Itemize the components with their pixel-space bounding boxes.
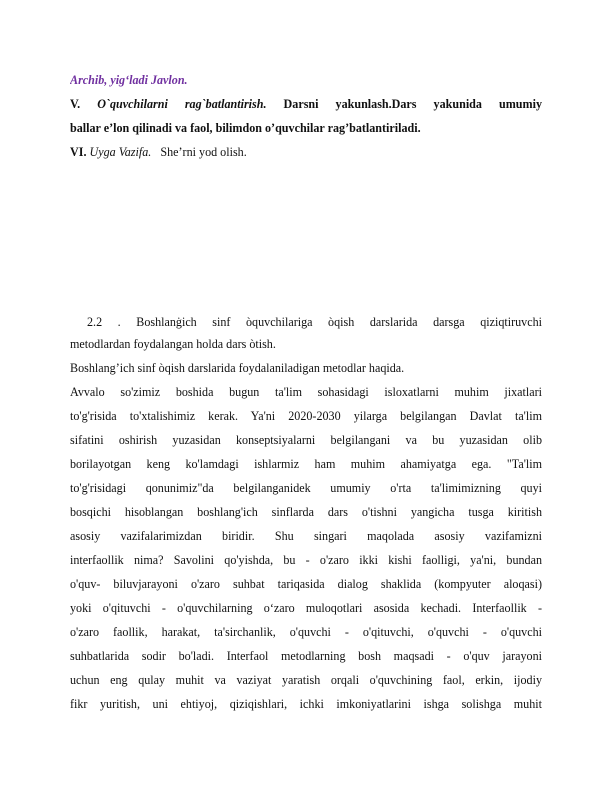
section-vi-line bbox=[70, 144, 542, 160]
author-line: Archib, yig‘ladi Javlon. bbox=[70, 73, 188, 87]
section-heading-line2: metodlardan foydalangan holda dars òtish. bbox=[70, 337, 276, 351]
paragraph-line: interfaollik nima? Savolini qo'yishda, bu - o'zaro ikki kishi faolligi, ya'ni, bundan bbox=[70, 553, 542, 567]
section-v-text: Darsni yakunlash.Dars yakunida umumiy bbox=[283, 97, 542, 111]
section-v-number: V. bbox=[70, 97, 81, 111]
paragraph-line: suhbatlarida sodir bo'ladi. Interfaol metodlarning bosh maqsadi - o'quv jarayoni bbox=[70, 649, 542, 663]
paragraph-line: to'g'risidagi qonunimiz"da belgilanganidek umumiy o'rta ta'limimizning quyi bbox=[70, 481, 542, 495]
section-vi-text: She’rni yod olish. bbox=[160, 145, 247, 159]
paragraph-line: asosiy vazifalarimizdan biridir. Shu singari maqolada asosiy vazifamizni bbox=[70, 529, 542, 543]
paragraph-line: borilayotgan keng ko'lamdagi ishlarmiz ham muhim ahamiyatga ega. "Ta'lim bbox=[70, 457, 542, 471]
paragraph-line: Avvalo so'zimiz boshida bugun ta'lim sohasidagi isloxatlarni muhim jixatlari bbox=[70, 385, 542, 399]
paragraph-line: o'zaro faollik, harakat, ta'sirchanlik, o'quvchi - o'qituvchi, o'quvchi - o'quvchi bbox=[70, 625, 542, 639]
paragraph-line: uchun eng qulay muhit va vaziyat yaratish orqali o'quvchining faol, erkin, ijodiy bbox=[70, 673, 542, 687]
section-v-title: O`quvchilarni rag`batlantirish. bbox=[97, 97, 267, 111]
section-vi-title: Uyga Vazifa. bbox=[89, 145, 152, 159]
paragraph-line: bosqichi hisoblangan boshlang'ich sinflarda dars o'tishni yangicha tusga kiritish bbox=[70, 505, 542, 519]
section-vi-number: VI. bbox=[70, 145, 87, 159]
paragraph-line: fikr yuritish, uni ehtiyoj, qiziqishlari, ichki imkoniyatlarini ishga solishga muhit bbox=[70, 697, 542, 711]
paragraph-line: to'g'risida to'xtalishimiz kerak. Ya'ni 2020-2030 yilarga belgilangan Davlat ta'lim bbox=[70, 409, 542, 423]
paragraph-line: yoki o'qituvchi - o'quvchilarning o‘zaro muloqotlari asosida kechadi. Interfaollik - bbox=[70, 601, 542, 615]
section-v-line2: ballar e’lon qilinadi va faol, bilimdon o’quvchilar rag’batlantiriladi. bbox=[70, 121, 421, 135]
subheading: Boshlang’ich sinf òqish darslarida foydalaniladigan metodlar haqida. bbox=[70, 361, 405, 375]
paragraph-line: sifatini oshirish yuzasidan konseptsiyalarni belgilangani va bu yuzasidan olib bbox=[70, 433, 542, 447]
section-v-line1 bbox=[70, 96, 542, 112]
paragraph-line: o'quv- biluvjarayoni o'zaro suhbat tariqasida dialog shaklida (kompyuter aloqasi) bbox=[70, 577, 542, 591]
section-heading-line1: 2.2 . Boshlanġich sinf òquvchilariga òqish darslarida darsga qiziqtiruvchi bbox=[87, 315, 542, 329]
